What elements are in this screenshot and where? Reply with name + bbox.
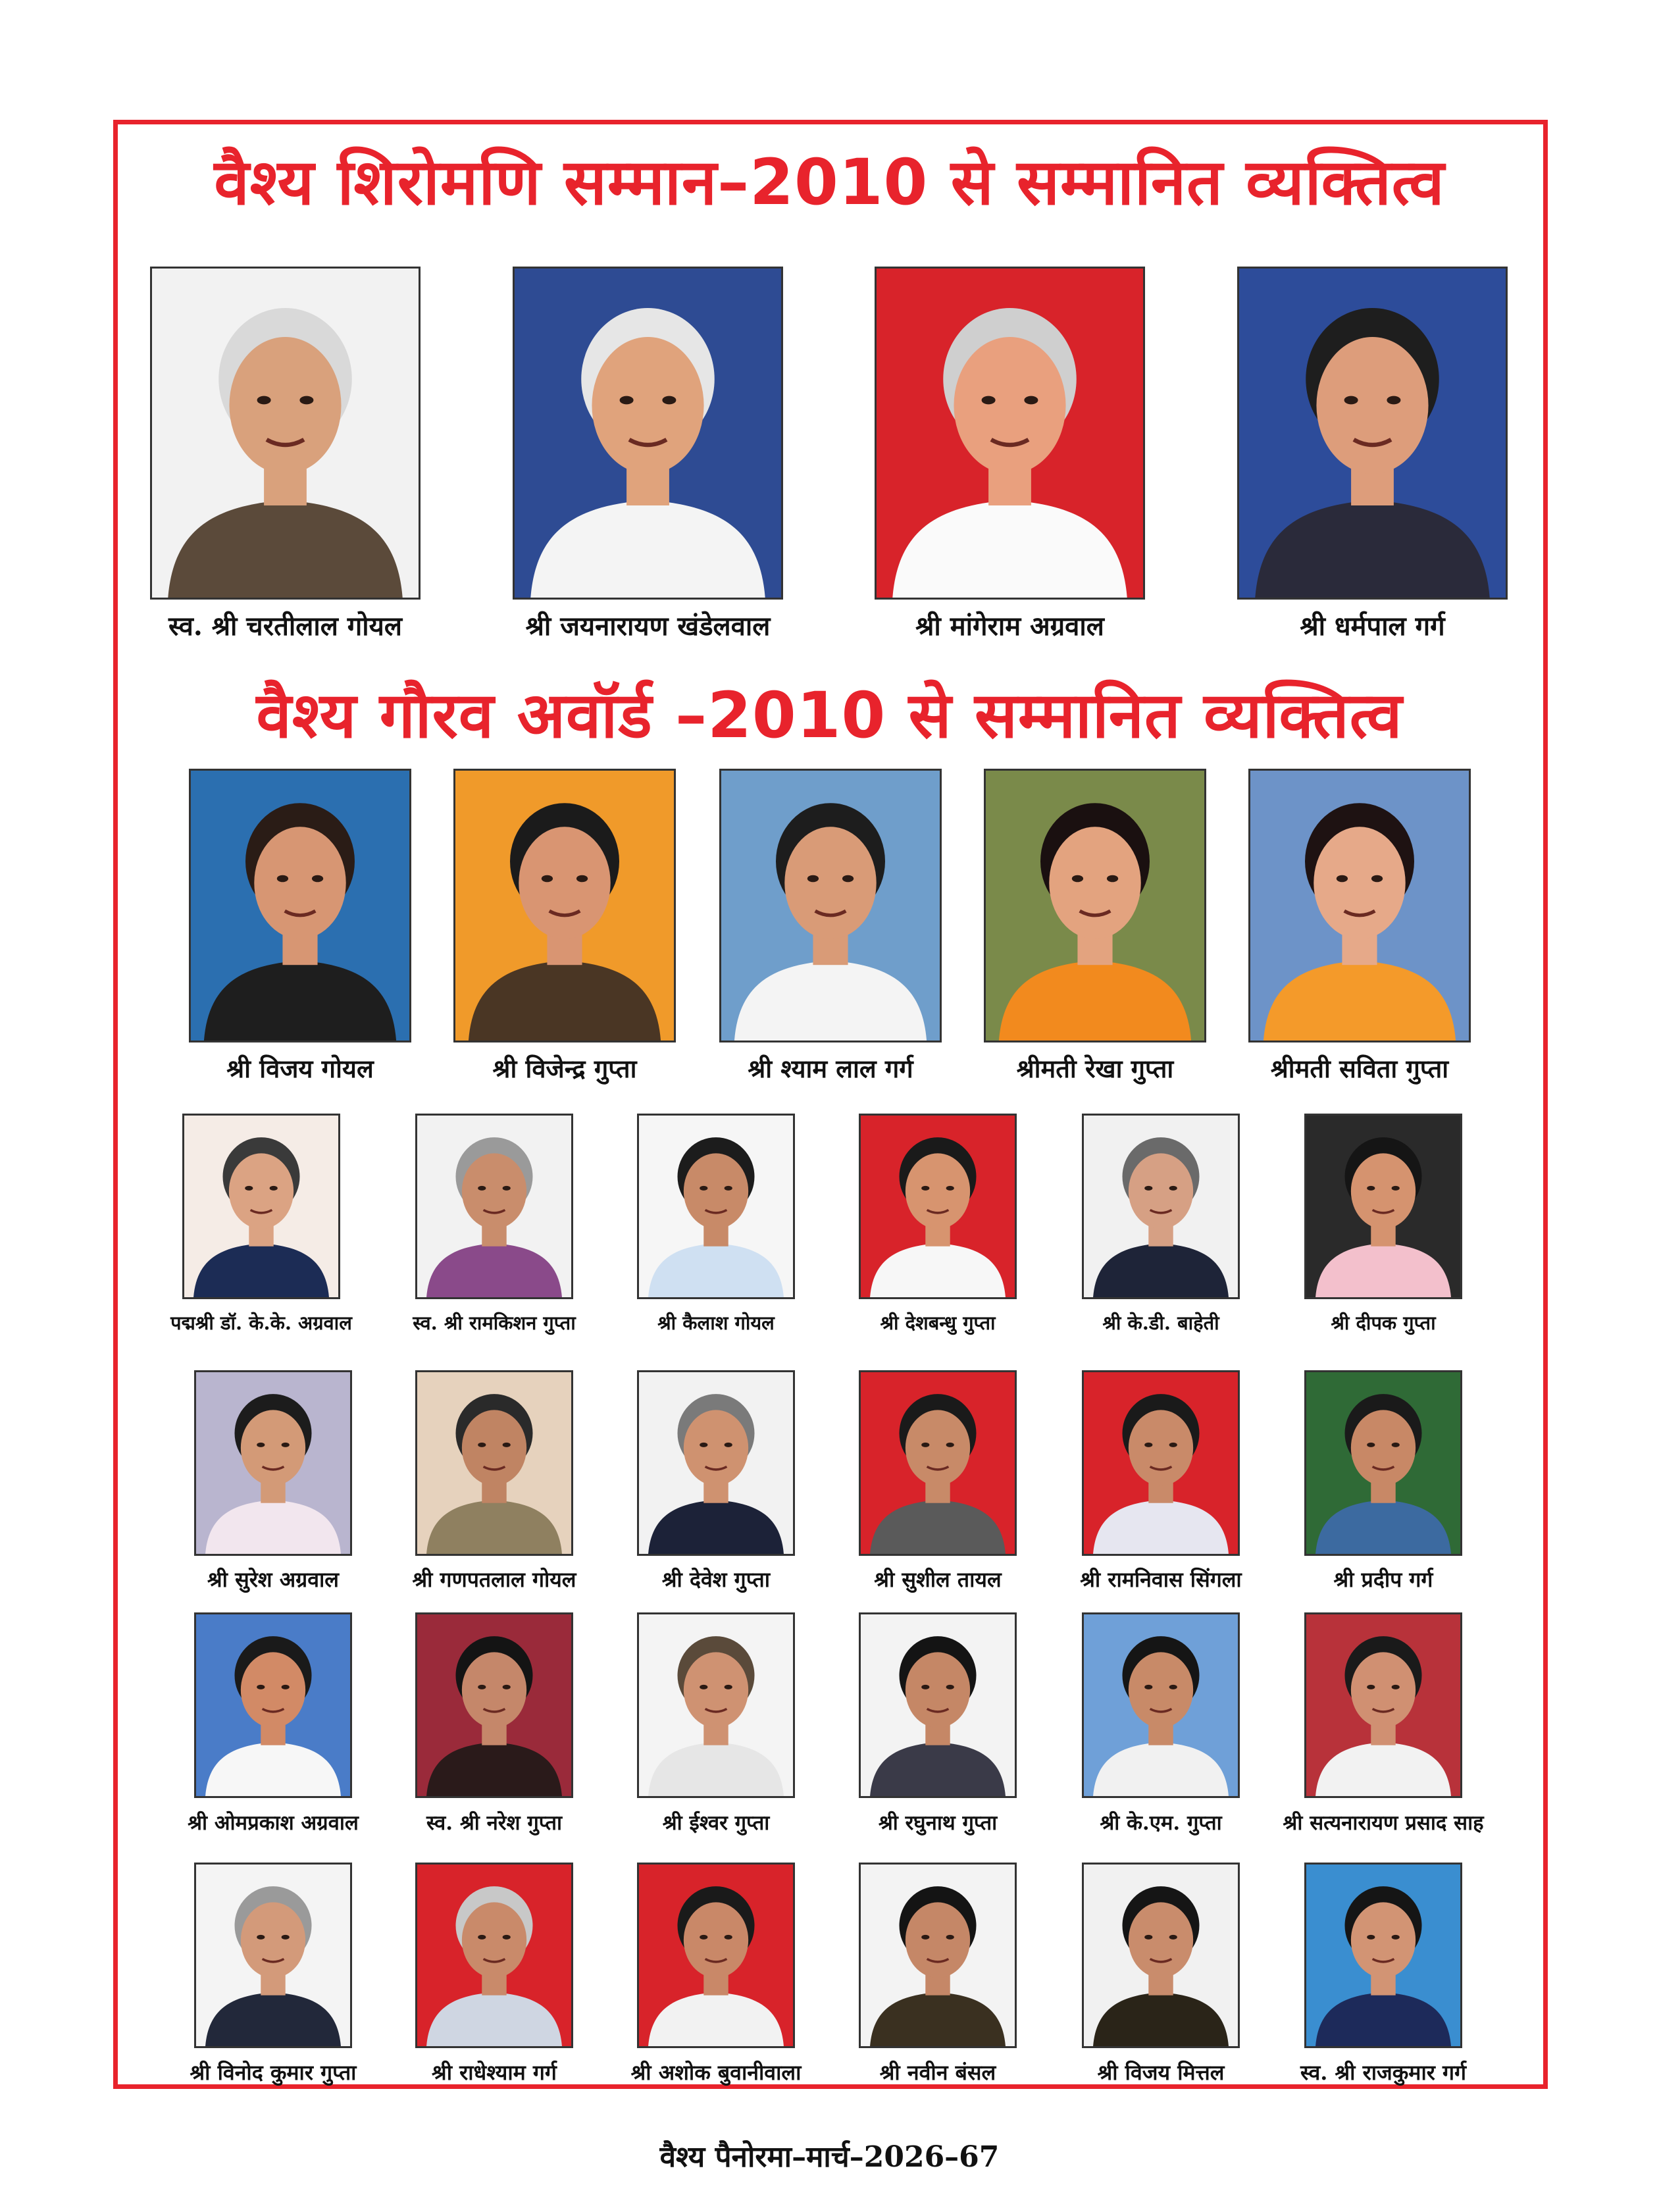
portrait-face	[1314, 827, 1405, 939]
portrait-eye	[1367, 1443, 1375, 1447]
portrait-eye	[662, 396, 676, 405]
portrait-eye	[282, 1685, 290, 1689]
portrait-eye	[921, 1935, 929, 1940]
honoree-name: स्व. श्री नरेश गुप्ता	[426, 1811, 563, 1835]
honoree-name: श्री विजय मित्तल	[1097, 2060, 1225, 2085]
portrait-eye	[478, 1186, 486, 1191]
portrait-eye	[1367, 1935, 1375, 1940]
portrait-illustration	[1306, 1116, 1460, 1297]
honoree-photo	[1082, 1114, 1240, 1299]
portrait-eye	[946, 1186, 954, 1191]
portrait-eye	[282, 1935, 290, 1940]
portrait-illustration	[196, 1865, 350, 2046]
portrait-face	[906, 1410, 970, 1485]
portrait-eye	[312, 875, 323, 882]
portrait-face	[1351, 1153, 1416, 1229]
honoree-photo	[150, 267, 421, 600]
honoree-name: श्री गणपतलाल गोयल	[412, 1567, 576, 1592]
portrait-face	[954, 337, 1065, 474]
honoree-photo	[415, 1370, 573, 1556]
portrait-illustration	[191, 771, 409, 1041]
portrait-eye	[1337, 875, 1348, 882]
portrait-illustration	[877, 269, 1143, 598]
portrait-eye	[1024, 396, 1038, 405]
portrait-eye	[1169, 1935, 1177, 1940]
portrait-illustration	[1084, 1116, 1238, 1297]
portrait-eye	[725, 1935, 732, 1940]
portrait-illustration	[196, 1372, 350, 1554]
portrait-illustration	[639, 1614, 793, 1796]
portrait-eye	[807, 875, 819, 882]
portrait-face	[684, 1902, 748, 1978]
portrait-eye	[282, 1443, 290, 1447]
honoree-name: श्रीमती रेखा गुप्ता	[1016, 1054, 1174, 1083]
portrait-eye	[946, 1443, 954, 1447]
portrait-eye	[1344, 396, 1358, 405]
portrait-eye	[257, 1935, 265, 1940]
portrait-illustration	[861, 1116, 1015, 1297]
honoree-name: श्री श्याम लाल गर्ग	[748, 1054, 913, 1083]
portrait-eye	[700, 1186, 707, 1191]
portrait-eye	[1367, 1685, 1375, 1689]
honoree-photo	[984, 769, 1206, 1042]
portrait-face	[1049, 827, 1140, 939]
portrait-eye	[1392, 1443, 1400, 1447]
honoree-name: श्री प्रदीप गर्ग	[1333, 1567, 1433, 1592]
portrait-face	[1351, 1410, 1416, 1485]
section-heading-gaurav: वैश्य गौरव अवॉर्ड –2010 से सम्मानित व्यक्तित्व	[256, 679, 1403, 752]
portrait-eye	[503, 1685, 511, 1689]
portrait-illustration	[639, 1116, 793, 1297]
honoree-photo	[637, 1370, 795, 1556]
honoree-photo	[1304, 1863, 1462, 2048]
honoree-name: श्री सुशील तायल	[874, 1567, 1002, 1592]
portrait-illustration	[184, 1116, 338, 1297]
portrait-eye	[921, 1443, 929, 1447]
section-heading-shiromani: वैश्य शिरोमणि सम्मान–2010 से सम्मानित व्यक्तित्व	[214, 145, 1445, 219]
honoree-photo	[1304, 1114, 1462, 1299]
honoree-name: श्री सत्यनारायण प्रसाद साह	[1283, 1811, 1484, 1835]
portrait-face	[1351, 1902, 1416, 1978]
portrait-eye	[1144, 1685, 1152, 1689]
honoree-name: श्री के.एम. गुप्ता	[1100, 1811, 1222, 1835]
honoree-name: श्री नवीन बंसल	[879, 2060, 996, 2085]
portrait-eye	[270, 1186, 278, 1191]
portrait-eye	[576, 875, 588, 882]
portrait-eye	[921, 1685, 929, 1689]
honoree-name: श्री देवेश गुप्ता	[661, 1567, 771, 1592]
portrait-face	[906, 1902, 970, 1978]
honoree-photo	[194, 1863, 352, 2048]
portrait-eye	[725, 1685, 732, 1689]
portrait-face	[1129, 1652, 1193, 1728]
portrait-illustration	[1306, 1614, 1460, 1796]
portrait-illustration	[861, 1372, 1015, 1554]
honoree-name: श्री देशबन्धु गुप्ता	[880, 1312, 996, 1334]
portrait-illustration	[417, 1372, 571, 1554]
portrait-illustration	[417, 1116, 571, 1297]
portrait-face	[784, 827, 876, 939]
honoree-photo	[859, 1114, 1017, 1299]
honoree-photo	[875, 267, 1145, 600]
portrait-illustration	[986, 771, 1204, 1041]
portrait-eye	[1169, 1186, 1177, 1191]
honoree-name: श्री धर्मपाल गर्ग	[1300, 611, 1445, 642]
portrait-eye	[725, 1186, 732, 1191]
portrait-face	[592, 337, 703, 474]
portrait-eye	[478, 1685, 486, 1689]
honoree-photo	[1082, 1612, 1240, 1798]
portrait-illustration	[639, 1372, 793, 1554]
portrait-eye	[946, 1685, 954, 1689]
portrait-illustration	[455, 771, 674, 1041]
portrait-eye	[1144, 1935, 1152, 1940]
portrait-eye	[921, 1186, 929, 1191]
honoree-name: श्री ओमप्रकाश अग्रवाल	[188, 1811, 359, 1835]
honoree-name: श्री विजय गोयल	[226, 1054, 374, 1083]
portrait-illustration	[196, 1614, 350, 1796]
portrait-illustration	[1239, 269, 1506, 598]
portrait-illustration	[417, 1865, 571, 2046]
portrait-face	[241, 1902, 305, 1978]
honoree-name: स्व. श्री चरतीलाल गोयल	[168, 611, 402, 642]
honoree-name: श्री जयनारायण खंडेलवाल	[525, 611, 771, 642]
portrait-eye	[1144, 1186, 1152, 1191]
honoree-name: श्री रघुनाथ गुप्ता	[878, 1811, 998, 1835]
honoree-photo	[513, 267, 783, 600]
portrait-face	[684, 1410, 748, 1485]
portrait-illustration	[1306, 1865, 1460, 2046]
portrait-eye	[542, 875, 553, 882]
portrait-eye	[245, 1186, 253, 1191]
portrait-illustration	[861, 1865, 1015, 2046]
portrait-eye	[503, 1186, 511, 1191]
portrait-illustration	[721, 771, 940, 1041]
honoree-photo	[859, 1863, 1017, 2048]
portrait-illustration	[417, 1614, 571, 1796]
portrait-eye	[700, 1443, 707, 1447]
portrait-illustration	[1084, 1372, 1238, 1554]
portrait-eye	[1392, 1935, 1400, 1940]
honoree-name: श्रीमती सविता गुप्ता	[1270, 1054, 1449, 1083]
portrait-face	[906, 1652, 970, 1728]
portrait-eye	[478, 1935, 486, 1940]
portrait-eye	[1392, 1685, 1400, 1689]
honoree-photo	[415, 1114, 573, 1299]
portrait-face	[462, 1410, 526, 1485]
portrait-face	[1129, 1902, 1193, 1978]
portrait-eye	[299, 396, 313, 405]
honoree-photo	[189, 769, 411, 1042]
portrait-eye	[257, 1443, 265, 1447]
portrait-eye	[620, 396, 634, 405]
honoree-photo	[415, 1863, 573, 2048]
portrait-face	[462, 1153, 526, 1229]
portrait-eye	[725, 1443, 732, 1447]
honoree-name: श्री रामनिवास सिंगला	[1080, 1567, 1242, 1592]
portrait-eye	[1144, 1443, 1152, 1447]
portrait-eye	[700, 1935, 707, 1940]
portrait-eye	[982, 396, 996, 405]
portrait-face	[1316, 337, 1428, 474]
portrait-eye	[503, 1443, 511, 1447]
honoree-photo	[859, 1612, 1017, 1798]
portrait-eye	[946, 1935, 954, 1940]
portrait-eye	[1072, 875, 1083, 882]
portrait-face	[241, 1652, 305, 1728]
portrait-face	[229, 337, 341, 474]
portrait-eye	[700, 1685, 707, 1689]
portrait-eye	[1392, 1186, 1400, 1191]
portrait-face	[254, 827, 345, 939]
honoree-photo	[194, 1612, 352, 1798]
honoree-name: स्व. श्री रामकिशन गुप्ता	[413, 1312, 576, 1334]
portrait-eye	[1387, 396, 1400, 405]
portrait-face	[684, 1652, 748, 1728]
portrait-eye	[277, 875, 288, 882]
honoree-name: पद्मश्री डॉ. के.के. अग्रवाल	[170, 1312, 352, 1334]
honoree-photo	[719, 769, 942, 1042]
honoree-photo	[859, 1370, 1017, 1556]
portrait-eye	[257, 396, 271, 405]
portrait-face	[1129, 1410, 1193, 1485]
portrait-eye	[478, 1443, 486, 1447]
portrait-illustration	[1250, 771, 1469, 1041]
portrait-illustration	[1084, 1865, 1238, 2046]
portrait-eye	[842, 875, 854, 882]
honoree-name: श्री कैलाश गोयल	[657, 1312, 775, 1334]
honoree-name: श्री दीपक गुप्ता	[1331, 1312, 1436, 1334]
honoree-photo	[415, 1612, 573, 1798]
portrait-eye	[1107, 875, 1118, 882]
honoree-photo	[1237, 267, 1508, 600]
portrait-face	[1351, 1652, 1416, 1728]
honoree-photo	[637, 1114, 795, 1299]
portrait-eye	[257, 1685, 265, 1689]
honoree-photo	[453, 769, 676, 1042]
honoree-name: श्री के.डी. बाहेती	[1102, 1312, 1219, 1334]
page-footer: वैश्य पैनोरमा–मार्च–2026–67	[659, 2140, 1000, 2174]
portrait-illustration	[639, 1865, 793, 2046]
honoree-name: स्व. श्री राजकुमार गर्ग	[1300, 2060, 1466, 2085]
honoree-photo	[1082, 1370, 1240, 1556]
portrait-eye	[1169, 1443, 1177, 1447]
honoree-photo	[182, 1114, 340, 1299]
portrait-illustration	[152, 269, 419, 598]
portrait-face	[462, 1652, 526, 1728]
honoree-name: श्री अशोक बुवानीवाला	[630, 2060, 802, 2085]
honoree-photo	[1304, 1370, 1462, 1556]
portrait-face	[241, 1410, 305, 1485]
honoree-name: श्री मांगेराम अग्रवाल	[915, 611, 1104, 642]
portrait-face	[906, 1153, 970, 1229]
honoree-photo	[194, 1370, 352, 1556]
portrait-face	[229, 1153, 294, 1229]
portrait-face	[684, 1153, 748, 1229]
portrait-eye	[1371, 875, 1383, 882]
portrait-eye	[503, 1935, 511, 1940]
honoree-name: श्री विनोद कुमार गुप्ता	[190, 2060, 357, 2085]
honoree-name: श्री विजेन्द्र गुप्ता	[492, 1054, 637, 1083]
portrait-eye	[1367, 1186, 1375, 1191]
honoree-photo	[637, 1863, 795, 2048]
portrait-illustration	[1084, 1614, 1238, 1796]
portrait-face	[1129, 1153, 1193, 1229]
honoree-name: श्री ईश्वर गुप्ता	[662, 1811, 770, 1835]
honoree-name: श्री राधेश्याम गर्ग	[432, 2060, 557, 2085]
portrait-face	[519, 827, 610, 939]
portrait-illustration	[861, 1614, 1015, 1796]
portrait-face	[462, 1902, 526, 1978]
honoree-name: श्री सुरेश अग्रवाल	[207, 1567, 339, 1592]
honoree-photo	[1082, 1863, 1240, 2048]
portrait-illustration	[515, 269, 781, 598]
honoree-photo	[637, 1612, 795, 1798]
portrait-illustration	[1306, 1372, 1460, 1554]
honoree-photo	[1248, 769, 1471, 1042]
honoree-photo	[1304, 1612, 1462, 1798]
portrait-eye	[1169, 1685, 1177, 1689]
